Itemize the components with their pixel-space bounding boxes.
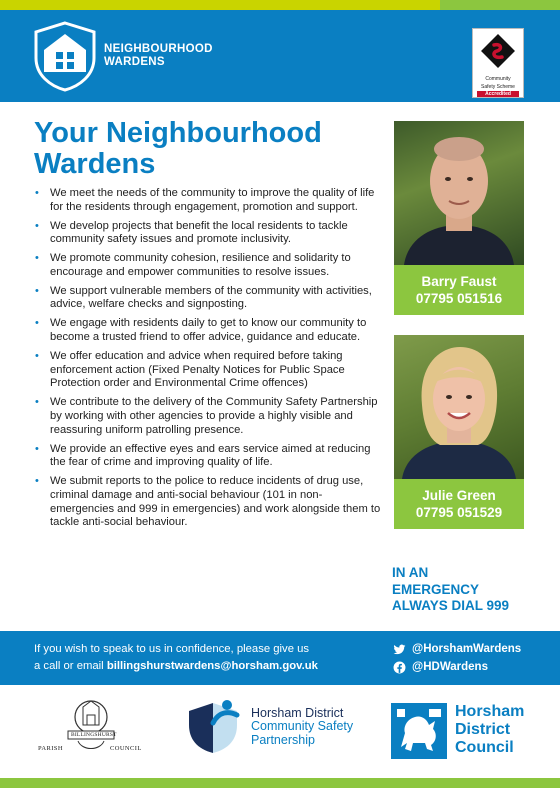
bullet-text: We develop projects that benefit the local residents to tackle community safety issues and promote inclusivity. bbox=[50, 219, 348, 246]
bullet-item bbox=[34, 350, 384, 391]
logo-text-line1: NEIGHBOURHOOD bbox=[104, 43, 213, 55]
bullet-dot-icon: • bbox=[35, 475, 39, 488]
twitter-icon bbox=[393, 643, 406, 656]
accreditation-line1: Community bbox=[485, 76, 511, 82]
shield-house-icon bbox=[32, 20, 98, 92]
bullet-text: We promote community cohesion, resilience and solidarity to encourage and empower communities to resolve issues. bbox=[50, 252, 351, 278]
warden-photo-barry bbox=[394, 121, 524, 265]
bullet-dot-icon: • bbox=[35, 442, 39, 455]
parish-banner-text: BILLINGSHURST bbox=[71, 732, 117, 738]
bullet-text: We contribute to the delivery of the Community Safety Partnership by working with other agencies to provide a highly visible and reassuring uniform patrolling presence. bbox=[50, 396, 378, 436]
bullet-dot-icon: • bbox=[35, 396, 39, 409]
social-links bbox=[393, 640, 521, 676]
bottom-accent-stripe bbox=[0, 778, 560, 788]
contact-email-link[interactable]: billingshurstwardens@horsham.gov.uk bbox=[106, 660, 318, 672]
bullet-dot-icon: • bbox=[35, 219, 39, 232]
bullet-dot-icon: • bbox=[35, 317, 39, 330]
hdc-line2: District bbox=[455, 721, 511, 738]
services-bullet-list bbox=[34, 187, 384, 535]
twitter-handle: @HorshamWardens bbox=[412, 643, 522, 655]
bullet-dot-icon: • bbox=[35, 187, 39, 199]
warden-phone: 07795 051529 bbox=[415, 505, 503, 520]
bullet-item bbox=[34, 475, 384, 530]
csp-line1: Horsham District bbox=[251, 705, 344, 720]
warden-card-julie bbox=[394, 479, 524, 529]
bullet-item bbox=[34, 396, 384, 437]
page-title-line1: Your Neighbourhood bbox=[34, 117, 322, 149]
warden-card-barry bbox=[394, 265, 524, 315]
billingshurst-parish-council-logo bbox=[38, 695, 144, 765]
contact-message bbox=[34, 641, 404, 675]
header-banner bbox=[0, 10, 560, 102]
horsham-district-council-logo bbox=[391, 703, 524, 759]
bullet-item bbox=[34, 317, 384, 344]
community-safety-scheme-icon bbox=[480, 33, 516, 69]
lion-crest-icon bbox=[391, 703, 447, 759]
wardens-logo bbox=[32, 20, 213, 92]
warden-photo-julie bbox=[394, 335, 524, 479]
bullet-text: We offer education and advice when required before taking enforcement action (Fixed Penalty Notices for Public Space Protection order and Environmental Crime offences) bbox=[50, 349, 345, 390]
emergency-line3: ALWAYS DIAL 999 bbox=[392, 598, 510, 613]
facebook-handle: @HDWardens bbox=[412, 661, 488, 673]
warden-name: Julie Green bbox=[422, 488, 496, 503]
bullet-item bbox=[34, 443, 384, 470]
bullet-dot-icon: • bbox=[35, 349, 39, 362]
page-title-line2: Wardens bbox=[34, 148, 156, 180]
contact-bar bbox=[0, 631, 560, 685]
emergency-line2: EMERGENCY bbox=[392, 581, 480, 597]
bullet-item bbox=[34, 187, 384, 214]
warden-name: Barry Faust bbox=[421, 274, 497, 289]
bullet-text: We provide an effective eyes and ears service aimed at reducing the fear of crime and improving quality of life. bbox=[50, 442, 371, 469]
council-label: COUNCIL bbox=[110, 745, 142, 752]
contact-line1: If you wish to speak to us in confidence, please give us bbox=[34, 643, 310, 655]
accreditation-badge bbox=[472, 28, 524, 98]
bullet-text: We meet the needs of the community to improve the quality of life for the residents through engagement, promotion and support. bbox=[50, 187, 375, 213]
bullet-item bbox=[34, 220, 384, 247]
warden-phone: 07795 051516 bbox=[415, 291, 503, 306]
csp-shield-icon bbox=[183, 697, 243, 757]
csp-line3: Partnership bbox=[251, 732, 315, 747]
emergency-line1: IN AN bbox=[392, 565, 429, 580]
portrait-female-image bbox=[394, 335, 524, 479]
community-safety-partnership-logo bbox=[183, 697, 353, 757]
bullet-text: We support vulnerable members of the community with activities, advice, welfare checks and signposting. bbox=[50, 284, 372, 311]
page-title bbox=[34, 118, 374, 180]
partner-logos bbox=[0, 685, 560, 778]
parish-label: PARISH bbox=[38, 745, 63, 752]
bullet-text: We submit reports to the police to reduce incidents of drug use, criminal damage and anti-social behaviour (101 in non-emergencies and 999 in emergencies) and work alongside them to tackle anti-social behaviour. bbox=[50, 475, 381, 529]
logo-text-line2: WARDENS bbox=[104, 56, 165, 68]
bullet-dot-icon: • bbox=[35, 252, 39, 265]
bullet-text: We engage with residents daily to get to know our community to become a trusted friend to offer advice, guidance and educate. bbox=[50, 317, 367, 344]
facebook-link[interactable] bbox=[393, 658, 521, 676]
contact-line2: a call or email bbox=[34, 660, 107, 672]
csp-line2: Community Safety bbox=[251, 719, 354, 734]
twitter-link[interactable] bbox=[393, 640, 521, 658]
facebook-icon bbox=[393, 661, 406, 674]
hdc-line1: Horsham bbox=[455, 703, 525, 720]
accreditation-line2: Safety Scheme bbox=[481, 84, 515, 90]
bullet-dot-icon: • bbox=[35, 284, 39, 297]
accreditation-line3: Accredited bbox=[477, 91, 519, 97]
parish-crest-icon bbox=[38, 695, 144, 765]
hdc-line3: Council bbox=[455, 739, 514, 756]
emergency-notice bbox=[392, 565, 532, 615]
top-accent-stripe bbox=[0, 0, 560, 10]
bullet-item bbox=[34, 285, 384, 312]
portrait-male-image bbox=[394, 121, 524, 265]
bullet-item bbox=[34, 252, 384, 279]
